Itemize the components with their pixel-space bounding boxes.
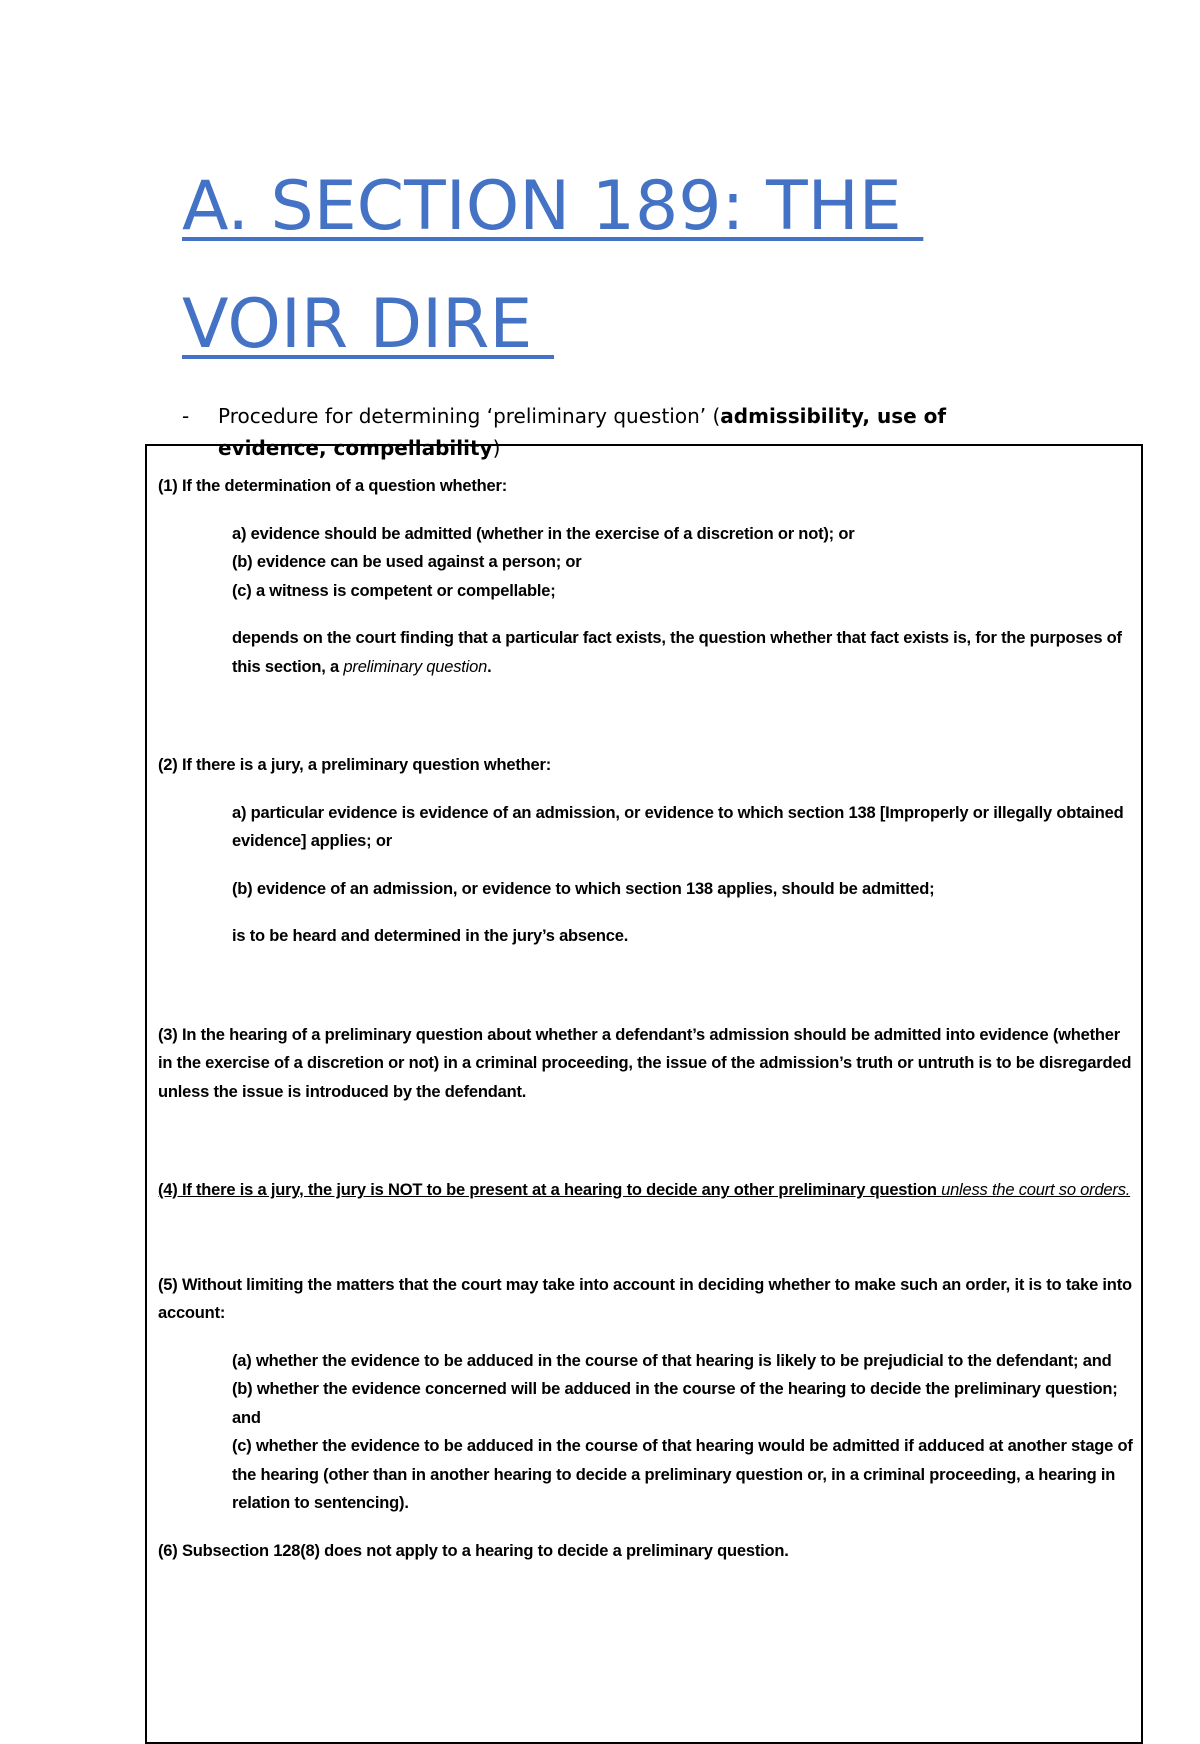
statute-text [158, 472, 1133, 1565]
subsection-4-text: (4) If there is a jury, the jury is NOT to be present at a hearing to decide any other preliminary question [158, 1181, 942, 1199]
bullet-text-bold: admissibility, use of evidence, compellability [218, 404, 947, 460]
subsection-1-item-b: (b) evidence can be used against a person; or [232, 553, 582, 571]
section-heading [182, 148, 1082, 384]
heading-line-2: VOIR DIRE [182, 285, 555, 364]
subsection-3: (3) In the hearing of a preliminary question about whether a defendant’s admission should be admitted into evidence (whether in the exercise of a discretion or not) in a criminal proceeding, the issue of the admission’s truth or untruth is to be disregarded unless the issue is introduced by the defendant. [158, 1025, 1132, 1101]
subsection-1-conclusion [158, 624, 1133, 681]
subsection-5-item-b: (b) whether the evidence concerned will be adduced in the course of the hearing to decide the preliminary question; and [232, 1380, 1118, 1427]
preliminary-question-term: preliminary question [343, 657, 488, 676]
subsection-6: (6) Subsection 128(8) does not apply to a hearing to decide a preliminary question. [158, 1541, 789, 1560]
subsection-1-conclusion-end: . [487, 657, 492, 676]
subsection-2-conclusion: is to be heard and determined in the jury’s absence. [232, 927, 629, 945]
subsection-5-item-a: (a) whether the evidence to be adduced in the course of that hearing is likely to be prejudicial to the defendant; and [232, 1351, 1112, 1370]
heading-line-1: A. SECTION 189: THE [182, 167, 924, 246]
subsection-4-unless: unless the court so orders. [941, 1181, 1131, 1199]
subsection-4 [158, 1176, 1133, 1205]
subsection-1-item-a: a) evidence should be admitted (whether in the exercise of a discretion or not); or [232, 524, 855, 543]
bullet-text-end: ) [492, 436, 501, 460]
subsection-1-intro: (1) If the determination of a question whether: [158, 477, 508, 495]
subsection-2-item-a: a) particular evidence is evidence of an admission, or evidence to which section 138 [Improperly or illegally obtained evidence] applies; or [232, 803, 1124, 850]
bullet-text-plain: Procedure for determining ‘preliminary question’ ( [218, 404, 721, 428]
subsection-1-item-c: (c) a witness is competent or compellable; [232, 581, 556, 600]
subsection-2-item-b: (b) evidence of an admission, or evidence to which section 138 applies, should be admitted; [232, 879, 935, 898]
subsection-5-item-c: (c) whether the evidence to be adduced in the course of that hearing would be admitted if adduced at another stage of the hearing (other than in another hearing to decide a preliminary question or, in a criminal proceeding, a hearing in relation to sentencing). [232, 1437, 1133, 1512]
subsection-5-intro: (5) Without limiting the matters that the court may take into account in deciding whether to make such an order, it is to take into account: [158, 1275, 1132, 1322]
bullet-dash: - [182, 404, 190, 428]
subsection-2-intro: (2) If there is a jury, a preliminary question whether: [158, 756, 552, 774]
subsection-1-conclusion-text: depends on the court finding that a particular fact exists, the question whether that fact exists is, for the purposes of this section, a [232, 629, 1122, 676]
